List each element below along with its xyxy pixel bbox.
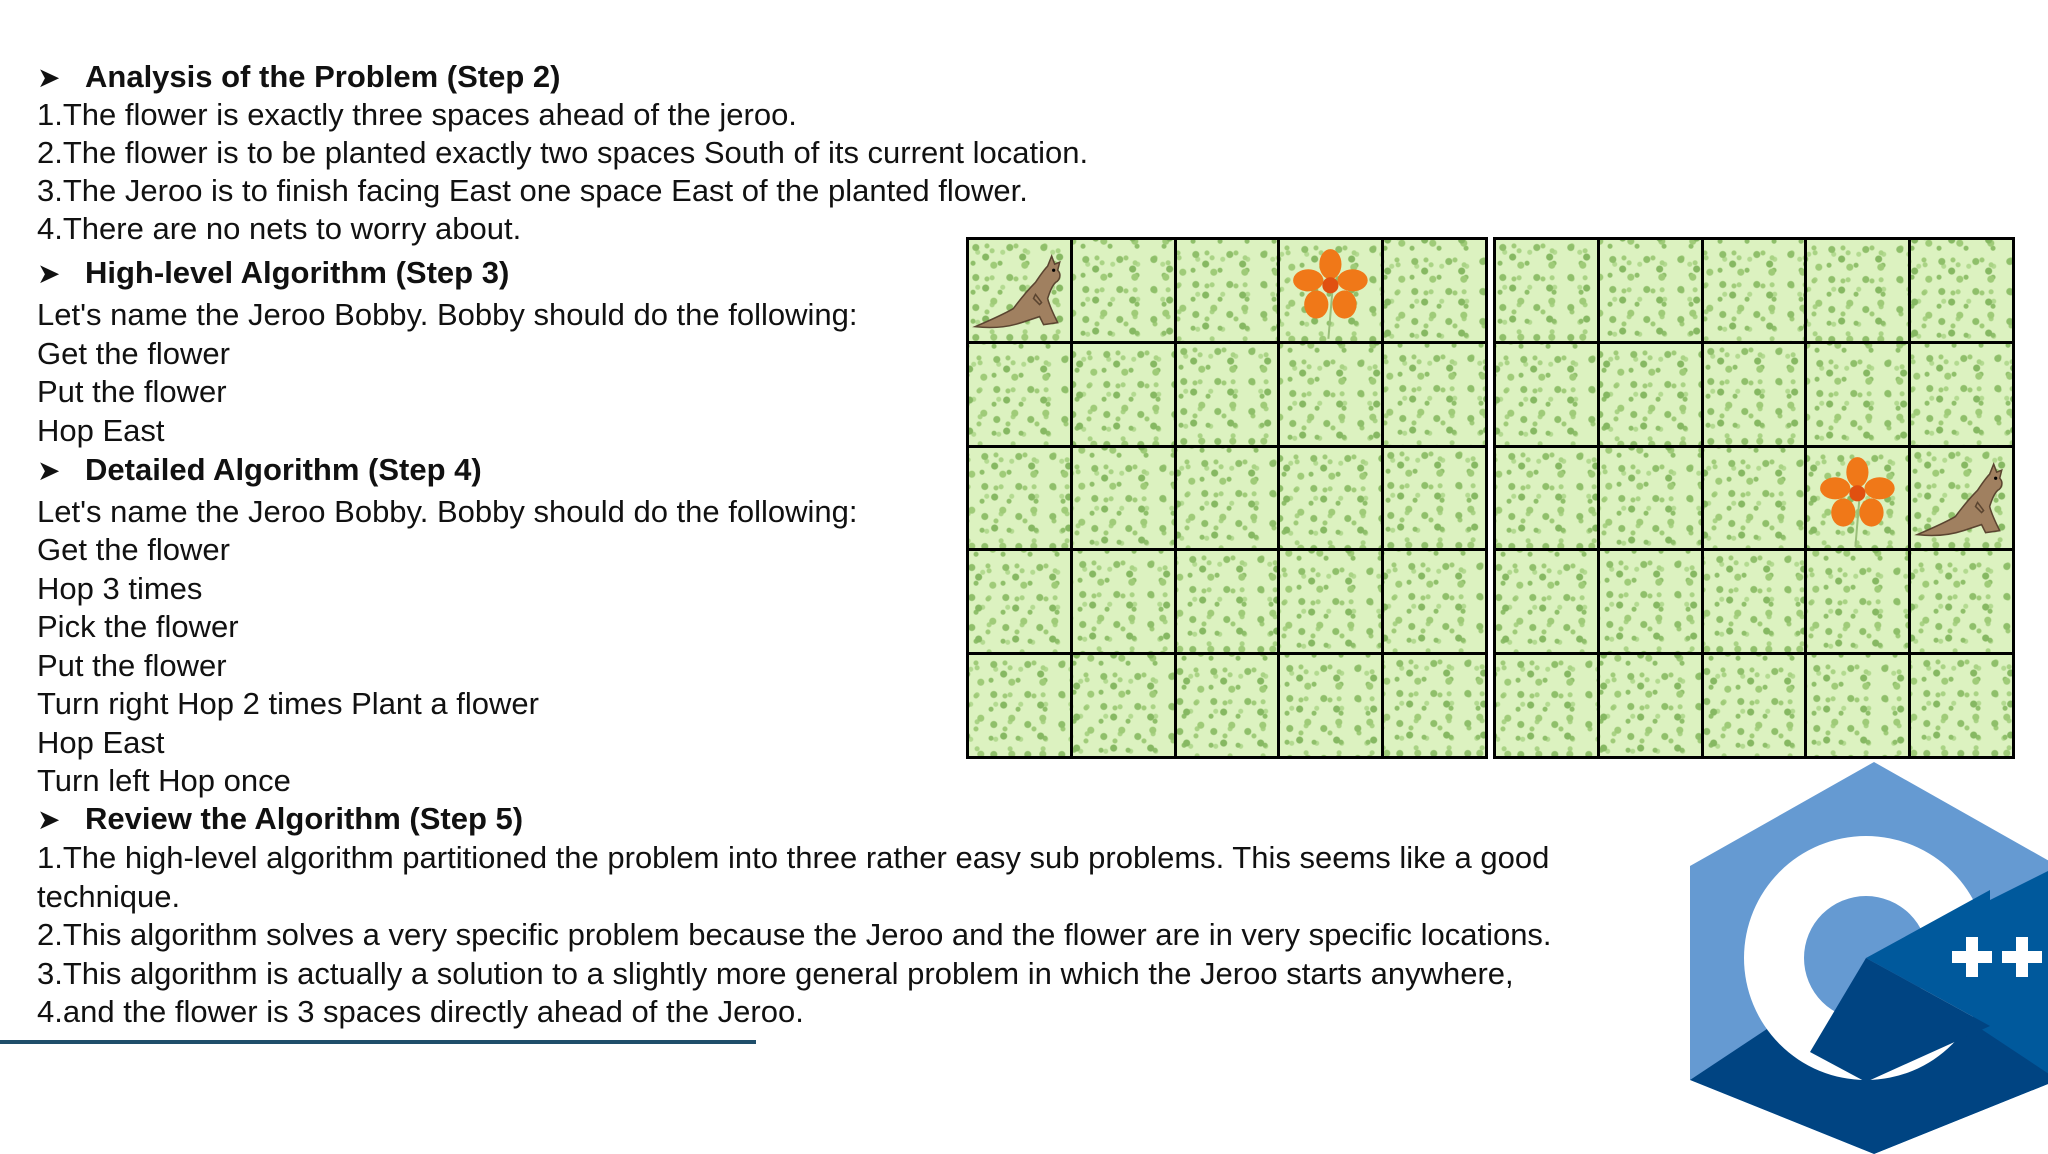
grass-cell — [1177, 448, 1278, 549]
grass-cell — [1384, 655, 1485, 756]
grass-cell — [1911, 240, 2012, 341]
review-line: technique. — [37, 879, 181, 914]
grass-cell — [1384, 240, 1485, 341]
review-line: 2.This algorithm solves a very specific problem because the Jeroo and the flower are in very specific locations. — [37, 917, 1552, 952]
grass-cell — [1704, 448, 1805, 549]
grass-cell — [1384, 551, 1485, 652]
grass-cell — [1807, 655, 1908, 756]
grass-cell — [1280, 551, 1381, 652]
grass-cell — [1807, 240, 1908, 341]
analysis-line: 2.The flower is to be planted exactly two spaces South of its current location. — [37, 135, 1089, 170]
kangaroo-icon — [969, 240, 1070, 341]
grass-cell — [1177, 240, 1278, 341]
grass-cell — [1073, 655, 1174, 756]
grass-cell — [1496, 551, 1597, 652]
grass-cell — [1911, 344, 2012, 445]
detailed-line: Pick the flower — [37, 609, 239, 644]
grass-cell — [1073, 551, 1174, 652]
jeroo-cell — [1911, 448, 2012, 549]
grass-cell — [1807, 344, 1908, 445]
grass-cell — [1600, 240, 1701, 341]
detailed-line: Put the flower — [37, 648, 227, 683]
grass-cell — [1704, 344, 1805, 445]
grass-cell — [1911, 551, 2012, 652]
detailed-line: Hop 3 times — [37, 571, 203, 606]
kangaroo-icon — [1911, 448, 2012, 549]
grass-cell — [1496, 344, 1597, 445]
arrowhead-bullet-icon: ➤ — [37, 62, 61, 93]
detailed-line: Hop East — [37, 725, 165, 760]
island-grid-before — [966, 237, 1488, 759]
heading-review: ➤ Review the Algorithm (Step 5) — [37, 800, 523, 839]
review-line: 1.The high-level algorithm partitioned the problem into three rather easy sub problems. This seems like a good — [37, 840, 1550, 875]
high-level-line: Hop East — [37, 413, 165, 448]
grass-cell — [1496, 655, 1597, 756]
high-level-line: Put the flower — [37, 374, 227, 409]
flower-cell — [1807, 448, 1908, 549]
detailed-line: Turn right Hop 2 times Plant a flower — [37, 686, 539, 721]
detailed-line: Turn left Hop once — [37, 763, 291, 798]
grass-cell — [1384, 344, 1485, 445]
cpp-logo-icon — [1690, 762, 2048, 1154]
island-grid-after — [1493, 237, 2015, 759]
analysis-line: 3.The Jeroo is to finish facing East one space East of the planted flower. — [37, 173, 1028, 208]
grass-cell — [1073, 448, 1174, 549]
heading-detailed: ➤ Detailed Algorithm (Step 4) — [37, 451, 482, 490]
grass-cell — [1073, 240, 1174, 341]
grass-cell — [1807, 551, 1908, 652]
grass-cell — [1496, 448, 1597, 549]
arrowhead-bullet-icon: ➤ — [37, 258, 61, 289]
grass-cell — [1704, 551, 1805, 652]
heading-analysis: ➤ Analysis of the Problem (Step 2) — [37, 58, 560, 97]
flower-icon — [1280, 240, 1381, 341]
high-level-line: Get the flower — [37, 336, 230, 371]
detailed-line: Get the flower — [37, 532, 230, 567]
heading-high-level: ➤ High-level Algorithm (Step 3) — [37, 254, 509, 293]
grass-cell — [1280, 448, 1381, 549]
flower-icon — [1807, 448, 1908, 549]
grass-cell — [1177, 344, 1278, 445]
grass-cell — [969, 551, 1070, 652]
high-level-line: Let's name the Jeroo Bobby. Bobby should do the following: — [37, 297, 858, 332]
grass-cell — [1496, 240, 1597, 341]
grass-cell — [1704, 655, 1805, 756]
review-line: 3.This algorithm is actually a solution to a slightly more general problem in which the Jeroo starts anywhere, — [37, 956, 1514, 991]
grass-cell — [969, 448, 1070, 549]
grass-cell — [1177, 655, 1278, 756]
grass-cell — [1911, 655, 2012, 756]
grass-cell — [1600, 448, 1701, 549]
footer-underline — [0, 1040, 756, 1044]
grass-cell — [1280, 655, 1381, 756]
jeroo-cell — [969, 240, 1070, 341]
analysis-line: 1.The flower is exactly three spaces ahead of the jeroo. — [37, 97, 797, 132]
grass-cell — [969, 655, 1070, 756]
analysis-line: 4.There are no nets to worry about. — [37, 211, 522, 246]
review-line: 4.and the flower is 3 spaces directly ahead of the Jeroo. — [37, 994, 804, 1029]
detailed-line: Let's name the Jeroo Bobby. Bobby should do the following: — [37, 494, 858, 529]
grass-cell — [969, 344, 1070, 445]
grass-cell — [1073, 344, 1174, 445]
arrowhead-bullet-icon: ➤ — [37, 455, 61, 486]
grass-cell — [1704, 240, 1805, 341]
flower-cell — [1280, 240, 1381, 341]
grass-cell — [1384, 448, 1485, 549]
grass-cell — [1280, 344, 1381, 445]
grass-cell — [1177, 551, 1278, 652]
grass-cell — [1600, 655, 1701, 756]
grass-cell — [1600, 344, 1701, 445]
arrowhead-bullet-icon: ➤ — [37, 804, 61, 835]
grass-cell — [1600, 551, 1701, 652]
